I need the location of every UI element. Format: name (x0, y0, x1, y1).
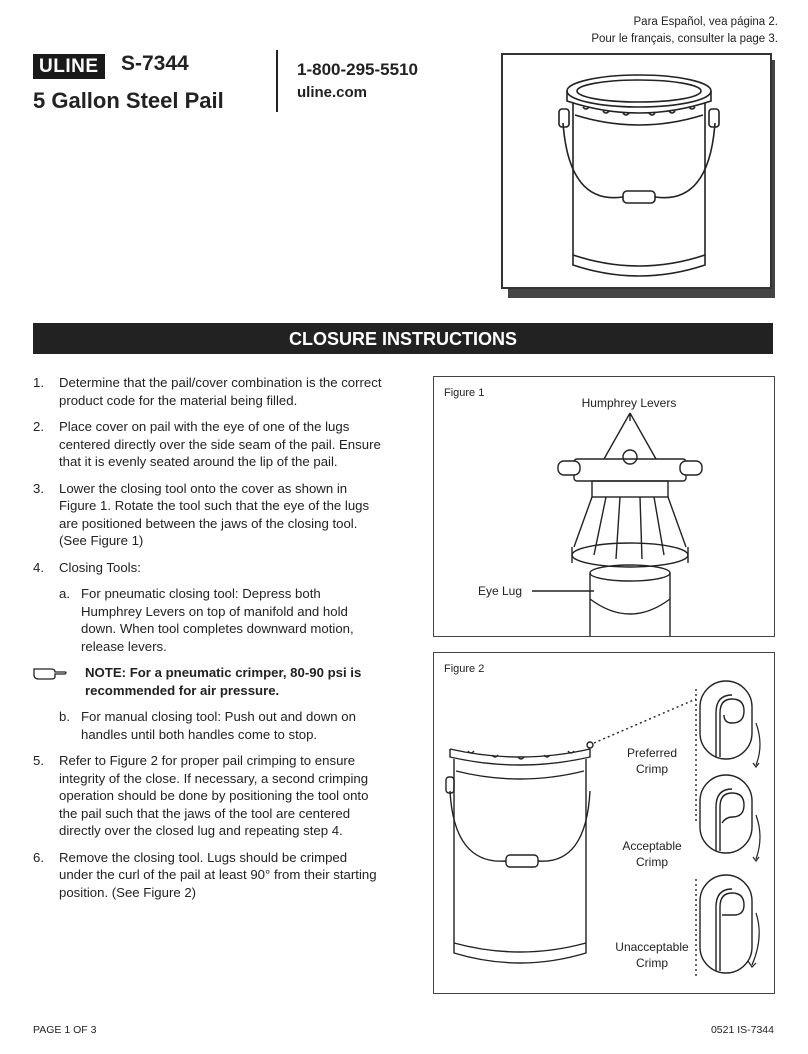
step-number: 4. (33, 559, 44, 575)
step-4b (33, 708, 383, 743)
sub-step-text: For pneumatic closing tool: Depress both Humphrey Levers on top of manifold and hold down. When tool completes downward motion, release levers. (81, 586, 354, 654)
unacceptable-line-1: Unacceptable (615, 940, 689, 954)
uline-logo: ULINE (33, 54, 105, 79)
step-2 (33, 418, 383, 471)
step-3 (33, 480, 383, 550)
crimp-illustration (434, 653, 774, 993)
step-text: Lower the closing tool onto the cover as shown in Figure 1. Rotate the tool such that the eye of the lugs are positioned between the jaws of the closing tool. (See Figure 1) (59, 480, 370, 548)
pressure-note (33, 664, 383, 699)
unacceptable-line-2: Crimp (636, 956, 668, 970)
preferred-line-1: Preferred (626, 746, 678, 760)
document-code: 0521 IS-7344 (710, 1024, 774, 1036)
step-text: Refer to Figure 2 for proper pail crimping to ensure integrity of the close. If necessary, a second crimping operation should be done by positioning the tool onto the pail such that the jaws of the tool are centered directly over the closed lug and repeating step 4. (59, 753, 369, 838)
page-number: PAGE 1 OF 3 (33, 1024, 97, 1036)
spanish-note: Para Español, vea página 2. (633, 16, 778, 28)
step-number: 1. (33, 375, 44, 390)
closing-tool-illustration (434, 377, 774, 636)
page-title: 5 Gallon Steel Pail (33, 88, 224, 113)
pail-image (501, 53, 772, 289)
note-text: NOTE: For a pneumatic crimper, 80-90 psi is recommended for air pressure. (85, 665, 362, 698)
figure-1-title: Figure 1 (444, 387, 485, 399)
instructions-list (33, 374, 383, 910)
step-4a (33, 585, 383, 655)
figure-2-title: Figure 2 (444, 663, 485, 675)
sub-step-letter: a. (59, 586, 70, 601)
phone-number: 1-800-295-5510 (297, 60, 418, 79)
pointing-hand-icon (33, 664, 67, 685)
step-number: 5. (33, 753, 44, 768)
step-text: Remove the closing tool. Lugs should be crimped under the curl of the pail at least 90° from their starting position. (See Figure 2) (59, 849, 377, 900)
acceptable-line-1: Acceptable (622, 839, 682, 853)
step-text: Determine that the pail/cover combination is the correct product code for the material being filled. (59, 375, 382, 408)
step-4 (33, 559, 383, 577)
step-number: 3. (33, 480, 44, 496)
step-text: Closing Tools: (59, 559, 141, 575)
figure-1 (433, 376, 775, 637)
website-link[interactable]: uline.com (297, 84, 368, 101)
step-text: Place cover on pail with the eye of one of the lugs centered directly over the side seam of the pail. Ensure that it is evenly seated around the lip of the pail. (59, 419, 381, 469)
model-number: S-7344 (121, 52, 189, 75)
preferred-line-2: Crimp (636, 762, 668, 776)
sub-step-text: For manual closing tool: Push out and down on handles until both handles come to stop. (81, 709, 356, 742)
step-number: 6. (33, 849, 44, 865)
sub-step-letter: b. (59, 709, 70, 724)
section-heading: CLOSURE INSTRUCTIONS (33, 323, 773, 354)
eye-lug-label: Eye Lug (477, 584, 523, 598)
figure-2 (433, 652, 775, 994)
french-note: Pour le français, consulter la page 3. (591, 33, 778, 45)
step-6 (33, 849, 383, 902)
header-divider (276, 50, 278, 112)
acceptable-line-2: Crimp (636, 855, 668, 869)
step-number: 2. (33, 419, 44, 434)
step-1 (33, 374, 383, 409)
step-5 (33, 752, 383, 840)
humphrey-levers-label: Humphrey Levers (581, 396, 677, 410)
